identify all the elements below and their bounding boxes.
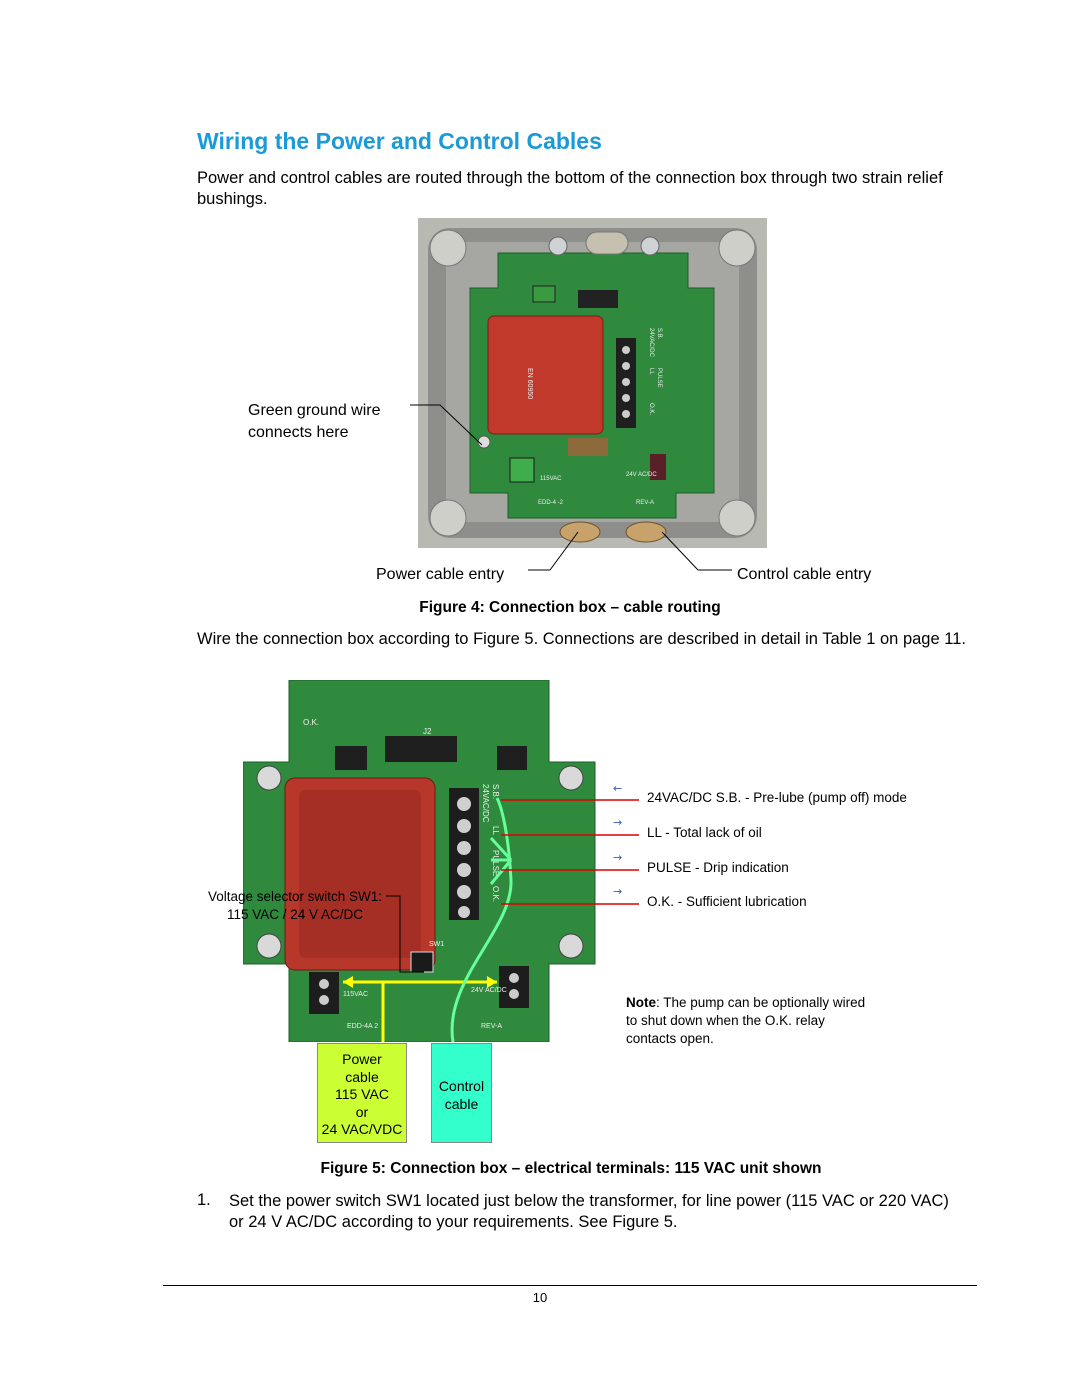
note-block <box>626 994 866 1048</box>
control-box-line: Control <box>438 1078 485 1094</box>
figure5-caption: Figure 5: Connection box – electrical terminals: 115 VAC unit shown <box>320 1160 822 1177</box>
step-text: Set the power switch SW1 located just below the transformer, for line power (115 VAC or 220 VAC) or 24 V AC/DC according to your requirements. See Figure 5. <box>229 1192 949 1231</box>
figure5-photo <box>243 680 599 1042</box>
ground-callout <box>248 400 381 444</box>
power-cable-box <box>317 1043 407 1143</box>
board-label: PULSE <box>656 368 662 388</box>
board-label: EDD-4 -2 <box>538 500 564 506</box>
terminal-label-sb: 24VAC/DC S.B. - Pre-lube (pump off) mode <box>647 790 907 805</box>
transformer <box>488 316 603 434</box>
power-box-line: Power <box>342 1051 382 1067</box>
svg-text:→: → <box>613 885 623 898</box>
board-label: 115VAC <box>343 991 369 998</box>
footer-rule <box>163 1285 977 1286</box>
terminal-label-pulse: PULSE - Drip indication <box>647 860 789 875</box>
section-heading: Wiring the Power and Control Cables <box>197 128 602 154</box>
power-box-line: 24 VAC/VDC <box>321 1121 403 1137</box>
wiring-paragraph: Wire the connection box according to Figure 5. Connections are described in detail in Table 1 on page 11. <box>197 630 966 648</box>
ground-callout-line1: Green ground wire <box>248 402 381 419</box>
screw-hole-icon <box>430 230 466 266</box>
figure4-caption: Figure 4: Connection box – cable routing <box>419 599 721 616</box>
board-label: 115VAC <box>540 476 562 482</box>
terminal-label-ok: O.K. - Sufficient lubrication <box>647 894 807 909</box>
terminal-label-ll: LL - Total lack of oil <box>647 825 762 840</box>
board-label: EDD-4A 2 <box>347 1023 379 1030</box>
note-text: : The pump can be optionally wired to shut down when the O.K. relay contacts open. <box>626 995 866 1046</box>
board-label: S.B. <box>491 784 500 800</box>
switch-callout-line1: Voltage selector switch SW1: <box>207 889 383 904</box>
figure4-photo <box>418 218 767 548</box>
svg-text:→: → <box>613 816 623 829</box>
screw-hole-icon <box>430 500 466 536</box>
power-box-line: 115 VAC <box>335 1086 389 1102</box>
svg-text:←: ← <box>613 782 623 795</box>
board-label: 24VAC/DC <box>648 328 654 357</box>
board-label: 24VAC/DC <box>481 784 490 823</box>
board-label: REV-A <box>636 500 655 506</box>
ground-leader-line <box>390 395 500 455</box>
power-box-line: cable <box>345 1068 379 1085</box>
board-label: LL <box>648 368 654 375</box>
board-label: 24V AC/DC <box>471 987 507 994</box>
board-label: REV-A <box>481 1023 503 1030</box>
power-box-line: or <box>355 1103 369 1120</box>
note-label: Note <box>626 995 656 1010</box>
terminal-leader-lines <box>599 780 641 910</box>
board-label: EN 60950 <box>526 368 533 400</box>
board-label: O.K. <box>303 718 320 727</box>
switch-leader-line <box>384 894 444 974</box>
control-cable-box <box>431 1043 492 1143</box>
board-label: J2 <box>423 727 432 736</box>
control-entry-callout: Control cable entry <box>737 566 872 583</box>
control-box-line: cable <box>444 1096 479 1112</box>
board-label: O.K. <box>491 886 500 903</box>
svg-text:→: → <box>613 851 623 864</box>
ground-callout-line2: connects here <box>248 424 349 441</box>
board-label: O.K. <box>648 403 654 416</box>
power-entry-callout: Power cable entry <box>376 566 505 583</box>
switch-callout-line2: 115 VAC / 24 V AC/DC <box>226 907 364 922</box>
board-label: 24V AC/DC <box>626 472 657 478</box>
board-label: SW1 <box>429 941 445 948</box>
switch-callout <box>190 888 400 924</box>
board-label: S.B. <box>656 328 662 340</box>
intro-paragraph: Power and control cables are routed through the bottom of the connection box through two strain relief bushings. <box>197 169 943 208</box>
j2-header <box>385 736 457 762</box>
step-number: 1. <box>197 1191 211 1209</box>
screw-hole-icon <box>719 230 755 266</box>
board-label: LL <box>491 826 500 835</box>
page-number: 10 <box>532 1290 548 1305</box>
cable-entry-leader-lines <box>520 530 740 575</box>
board-label: PULSE <box>491 850 500 877</box>
